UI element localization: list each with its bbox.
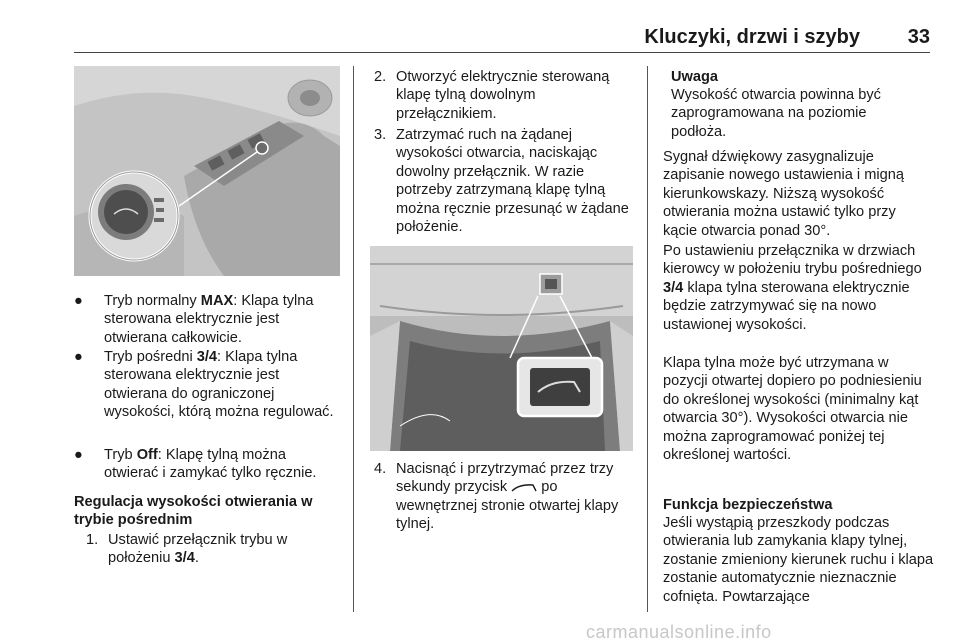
note-title: Uwaga — [671, 69, 719, 85]
note-text: Wysokość otwarcia powinna być zaprogramowana na poziomie podłoża. — [671, 87, 881, 140]
column-divider — [353, 66, 354, 612]
paragraph: Jeśli wystąpią przeszkody podczas otwierania lub zamykania klapy tylnej, zostanie zmieniony kierunek ruchu i klapa zostanie automatycznie nieznacznie cofnięta. Powtarzające — [663, 515, 934, 605]
tailgate-illustration — [370, 246, 633, 451]
page-number: 33 — [907, 26, 930, 48]
paragraph: Po ustawieniu przełącznika w drzwiach kierowcy w położeniu trybu pośredniego 3/4 klapa tylna sterowana elektrycznie będzie zatrzymywać się na nowo ustawionej wysokości. — [663, 243, 922, 333]
watermark: carmanualsonline.info — [586, 622, 772, 642]
tailgate-icon — [511, 483, 537, 493]
section-heading: Regulacja wysokości otwierania w trybie pośrednim — [74, 494, 313, 529]
door-switch-figure — [74, 66, 340, 276]
paragraph: Klapa tylna może być utrzymana w pozycji otwartej dopiero po podniesieniu do określonej wysokości (minimalny kąt otwarcia 30°). Wysokości otwarcia nie można zaprogramować poniżej tej określonej wartości. — [663, 355, 922, 464]
door-switch-illustration — [74, 66, 340, 276]
paragraph: Sygnał dźwiękowy zasygnalizuje zapisanie nowego ustawienia i migną kierunkowskazy. Niższą wysokość otwierania można ustawić tylko przy kącie otwarcia ponad 30°. — [663, 149, 904, 239]
page-header — [74, 22, 930, 53]
column-divider — [647, 66, 648, 612]
section-heading: Funkcja bezpieczeństwa — [663, 497, 833, 513]
tailgate-button-figure — [370, 246, 633, 451]
section-title: Kluczyki, drzwi i szyby — [644, 26, 860, 48]
